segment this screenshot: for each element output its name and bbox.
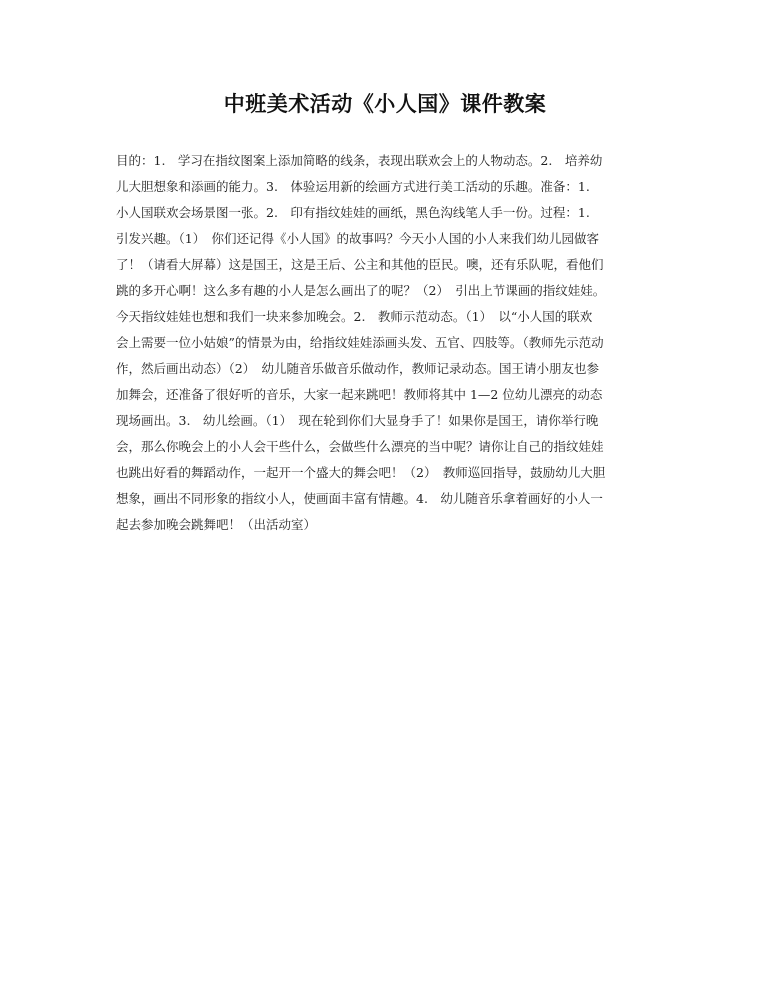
body-line: 也跳出好看的舞蹈动作，一起开一个盛大的舞会吧！（2） 教师巡回指导，鼓励幼儿大胆 — [116, 465, 606, 480]
body-line: 引发兴趣。（1） 你们还记得《小人国》的故事吗？今天小人国的小人来我们幼儿园做客 — [116, 231, 599, 246]
body-line: 会上需要一位小姑娘”的情景为由，给指纹娃娃添画头发、五官、四肢等。（教师先示范动 — [116, 335, 604, 350]
body-line: 今天指纹娃娃也想和我们一块来参加晚会。2. 教师示范动态。（1） 以“小人国的联欢 — [116, 309, 593, 324]
body-line: 想象，画出不同形象的指纹小人，使画面丰富有情趣。4. 幼儿随音乐拿着画好的小人一 — [116, 491, 603, 506]
document-body — [116, 148, 656, 538]
document-title: 中班美术活动《小人国》课件教案 — [223, 91, 547, 116]
body-line: 起去参加晚会跳舞吧！（出活动室） — [116, 517, 317, 532]
body-line: 现场画出。3. 幼儿绘画。（1） 现在轮到你们大显身手了！如果你是国王，请你举行晚 — [116, 413, 599, 428]
body-line: 儿大胆想象和添画的能力。3. 体验运用新的绘画方式进行美工活动的乐趣。准备：1. — [116, 179, 590, 194]
body-line: 加舞会，还准备了很好听的音乐，大家一起来跳吧！教师将其中 1—2 位幼儿漂亮的动态 — [116, 387, 603, 402]
body-line: 小人国联欢会场景图一张。2. 印有指纹娃娃的画纸，黑色沟线笔人手一份。过程：1. — [116, 205, 590, 220]
body-line: 了！（请看大屏幕）这是国王，这是王后、公主和其他的臣民。噢，还有乐队呢，看他们 — [116, 257, 604, 272]
body-line: 会，那么你晚会上的小人会干些什么，会做些什么漂亮的当中呢？请你让自己的指纹娃娃 — [116, 439, 604, 454]
body-line: 跳的多开心啊！这么多有趣的小人是怎么画出了的呢？（2） 引出上节课画的指纹娃娃。 — [116, 283, 606, 298]
body-line: 作，然后画出动态）（2） 幼儿随音乐做音乐做动作，教师记录动态。国王请小朋友也参 — [116, 361, 599, 376]
body-line: 目的：1. 学习在指纹图案上添加简略的线条，表现出联欢会上的人物动态。2. 培养幼 — [116, 153, 603, 168]
